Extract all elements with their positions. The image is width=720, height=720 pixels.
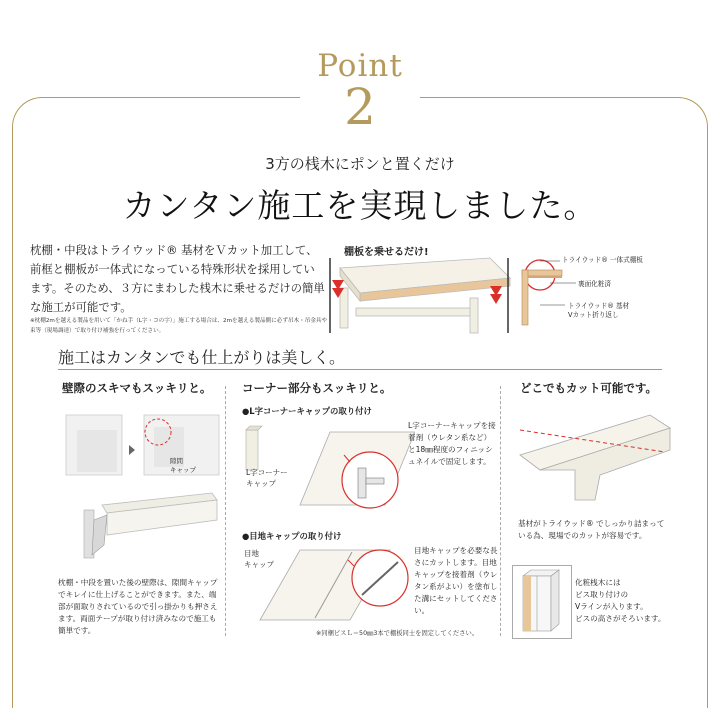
col3-title: どこでもカット可能です。 xyxy=(520,381,657,395)
timber-illustration xyxy=(513,566,571,638)
headline: カンタン施工を実現しました。 xyxy=(122,186,598,225)
gap-cap-label: 隙間 キャップ xyxy=(170,457,196,474)
timber-illustration-box xyxy=(512,565,572,639)
column-divider-2 xyxy=(500,386,501,636)
callout-integrated-board: トライウッド® 一体式棚板 xyxy=(562,256,643,264)
callout-finished-back: 裏面化粧済 xyxy=(578,280,611,288)
col2-footnote: ※同梱ビスＬ＝50㎜3本で棚板同士を固定してください。 xyxy=(316,630,479,637)
intro-body: 枕棚・中段はトライウッド® 基材をＶカット加工して、前框と棚板が一体式になっている特殊形状を採用しています。そのため、３方にまわした桟木に乗せるだけの簡単な施工が可能です。 xyxy=(30,243,325,314)
subhead-divider xyxy=(58,369,662,370)
col2-section-1: ●L字コーナーキャップの取り付け xyxy=(242,406,372,416)
lead-text: 3方の桟木にポンと置くだけ xyxy=(265,155,455,173)
figure-caption: 棚板を乗せるだけ! xyxy=(342,243,431,258)
col2-text-2: 目地キャップを必要な長さにカットします。目地キャップを接着剤（ウレタン系がよい）を塗布した溝にセットしてください。 xyxy=(414,546,498,615)
col3-text-1: 基材がトライウッド® でしっかり詰まっている為、現場でのカットが容易です。 xyxy=(518,519,665,540)
callout-vcut: トライウッド® 基材 Vカット折り返し xyxy=(568,302,630,319)
cut-anywhere-illustration xyxy=(515,400,675,510)
col2-text-1: L字コーナーキャップを接着剤（ウレタン系など）と18㎜程度のフィニッシュネイルで固定します。 xyxy=(408,421,496,466)
col1-title: 壁際のスキマもスッキリと。 xyxy=(62,381,212,395)
point-number: 2 xyxy=(344,78,376,136)
col3-text-2: 化粧桟木には ビス取り付けの Vラインが入ります。 ビスの高さがそろいます。 xyxy=(575,578,666,623)
column-divider-1 xyxy=(225,386,226,636)
intro-note: ※枕棚2mを越える製品を用いて「かね手（L字・コの字）」施工する場合は、2mを越える製品側に必ず吊木・吊金具や束等（現場調達）で取り付け補強を行ってください。 xyxy=(30,318,328,334)
col1-text: 枕棚・中段を置いた後の壁際は、隙間キャップでキレイに仕上げることができます。また、端部が面取りされているので引っ掛かりも押さえます。両面テープが取り付け済みなので施工も簡単です。 xyxy=(58,578,218,635)
col2-section-2: ●目地キャップの取り付け xyxy=(242,531,342,541)
point-label: Point xyxy=(317,48,403,84)
subhead: 施工はカンタンでも仕上がりは美しく。 xyxy=(58,348,346,367)
joint-cap-label: 目地 キャップ xyxy=(244,549,274,569)
col2-title: コーナー部分もスッキリと。 xyxy=(242,381,392,395)
l-corner-cap-label: L字コーナー キャップ xyxy=(246,468,288,488)
wall-gap-illustration xyxy=(62,405,222,565)
